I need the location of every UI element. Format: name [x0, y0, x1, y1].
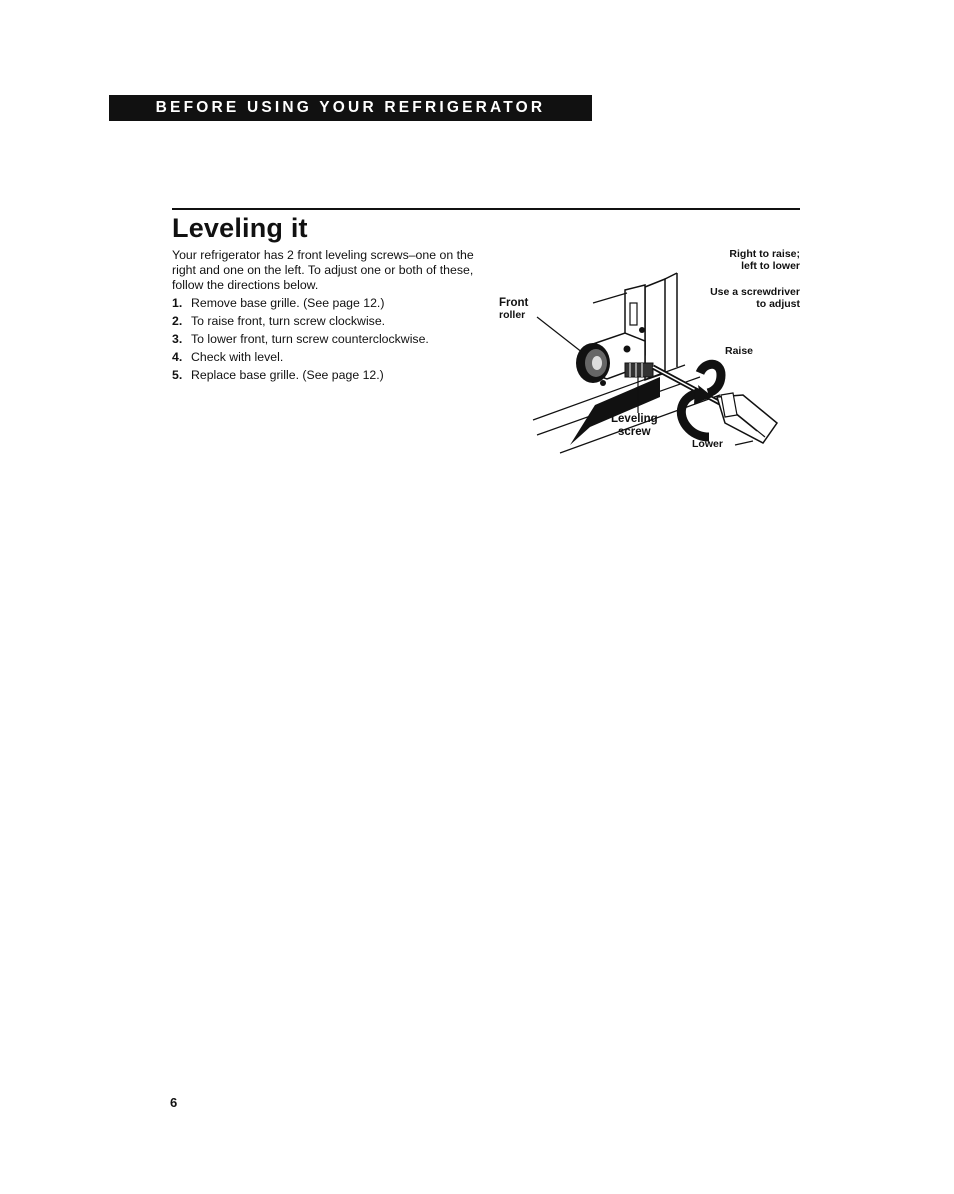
label-line: Right to raise;: [729, 248, 800, 260]
intro-paragraph: Your refrigerator has 2 front leveling screws–one on the right and one on the left. To adjust one or both of these, follow the directions below.: [172, 248, 474, 292]
steps-list: [172, 296, 429, 386]
step-text: To lower front, turn screw counterclockwise.: [191, 332, 429, 346]
step-text: Remove base grille. (See page 12.): [191, 296, 385, 310]
label-use-screwdriver: [710, 286, 800, 310]
leveling-illustration: [495, 245, 805, 460]
label-right-to-raise: [729, 248, 800, 272]
label-front-roller: [499, 297, 528, 321]
step-text: Replace base grille. (See page 12.): [191, 368, 384, 382]
label-line: roller: [499, 309, 526, 321]
label-line: to adjust: [756, 298, 800, 310]
label-lower: Lower: [692, 438, 723, 450]
step-number: 4.: [172, 350, 183, 364]
list-item: [172, 332, 429, 350]
step-text: To raise front, turn screw clockwise.: [191, 314, 386, 328]
label-raise: Raise: [725, 345, 754, 357]
step-number: 3.: [172, 332, 183, 346]
step-number: 2.: [172, 314, 183, 328]
label-line: left to lower: [741, 260, 800, 272]
label-line: Front: [499, 297, 529, 309]
step-number: 1.: [172, 296, 183, 310]
label-leveling-screw: [611, 413, 658, 439]
page-number: 6: [170, 1095, 178, 1110]
list-item: [172, 296, 429, 314]
list-item: [172, 368, 429, 386]
page-title: Leveling it: [172, 213, 308, 243]
title-rule: [172, 208, 800, 210]
label-line: Leveling: [611, 413, 658, 425]
label-line: screw: [618, 426, 651, 438]
step-number: 5.: [172, 368, 183, 382]
step-text: Check with level.: [191, 350, 284, 364]
list-item: [172, 314, 429, 332]
label-line: Use a screwdriver: [710, 286, 800, 298]
section-banner: BEFORE USING YOUR REFRIGERATOR: [109, 95, 592, 121]
list-item: [172, 350, 429, 368]
